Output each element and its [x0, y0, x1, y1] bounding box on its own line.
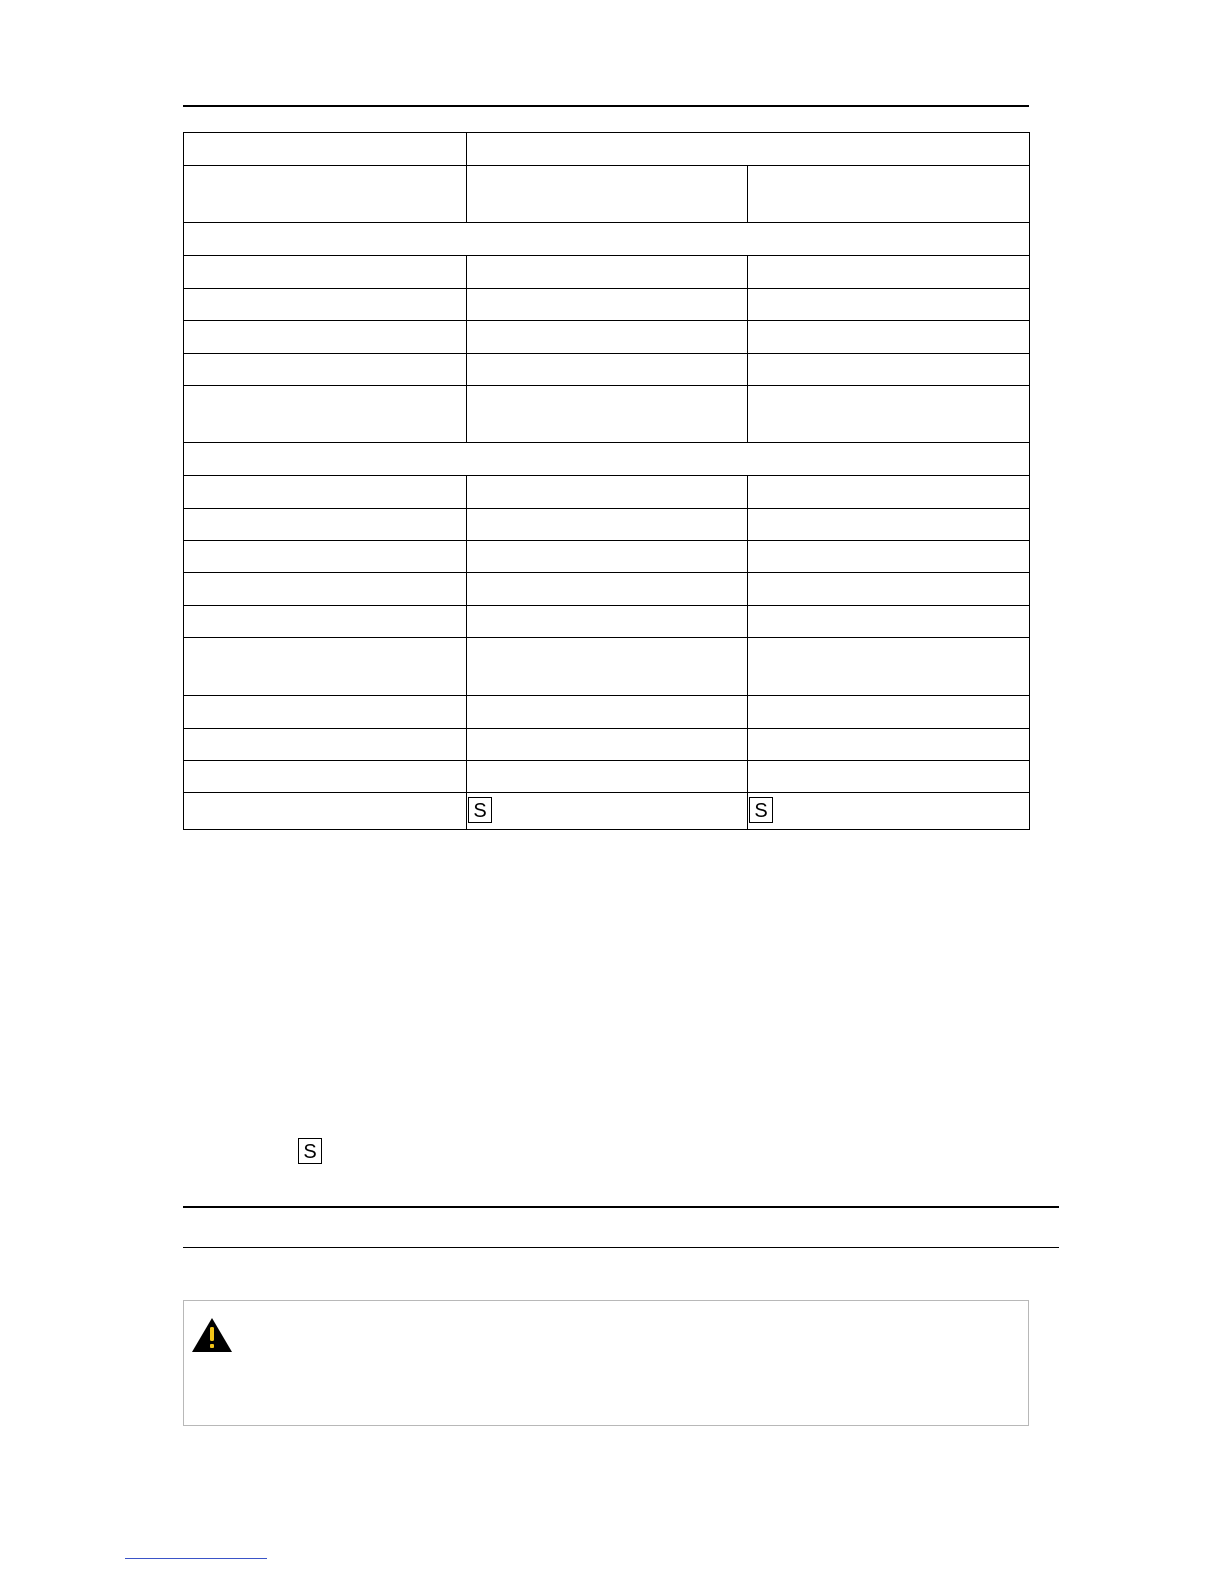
table-cell: [184, 443, 1030, 476]
table-row: [184, 729, 1030, 761]
table-cell: [748, 476, 1030, 509]
table-row: [184, 509, 1030, 541]
table-cell: [184, 321, 467, 354]
table-cell: [184, 223, 1030, 256]
table-cell: [184, 476, 467, 509]
spec-table: [183, 132, 1030, 830]
section-rule-top: [183, 1206, 1059, 1208]
table-cell: [748, 354, 1030, 386]
table-cell: [467, 166, 748, 223]
table-cell: [748, 321, 1030, 354]
table-cell: [467, 509, 748, 541]
table-cell: [184, 354, 467, 386]
table-cell: [467, 696, 748, 729]
table-header-row: [184, 133, 1030, 166]
table-cell: [467, 321, 748, 354]
section-rule-bottom: [183, 1247, 1059, 1248]
table-cell: [748, 541, 1030, 573]
table-row: [184, 761, 1030, 793]
table-cell: [184, 509, 467, 541]
footer-link-underline[interactable]: [125, 1558, 267, 1559]
table-cell: [748, 573, 1030, 606]
table-subheader-row: [184, 166, 1030, 223]
table-cell: [184, 696, 467, 729]
table-row: [184, 386, 1030, 443]
table-row: [184, 573, 1030, 606]
warning-triangle-icon: [191, 1317, 233, 1358]
top-rule: [183, 105, 1029, 107]
table-cell: [467, 354, 748, 386]
table-cell: [748, 793, 1030, 830]
table-row: [184, 321, 1030, 354]
table-cell: [467, 541, 748, 573]
table-cell: [184, 729, 467, 761]
table-cell: [748, 509, 1030, 541]
table-section-row: [184, 443, 1030, 476]
table-cell: [467, 761, 748, 793]
table-cell: [467, 476, 748, 509]
table-cell: [467, 256, 748, 289]
table-cell: [184, 606, 467, 638]
table-row: [184, 289, 1030, 321]
table-cell: [748, 761, 1030, 793]
table-cell: [467, 606, 748, 638]
table-cell: [748, 638, 1030, 696]
table-row-markers: [184, 793, 1030, 830]
s-marker-body: S: [298, 1138, 322, 1164]
warning-notice-box: [183, 1300, 1029, 1426]
table-row: [184, 476, 1030, 509]
table-cell: [467, 573, 748, 606]
table-cell: [184, 133, 467, 166]
table-cell: [748, 166, 1030, 223]
table-row: [184, 256, 1030, 289]
table-cell: [748, 606, 1030, 638]
table-cell: [467, 289, 748, 321]
s-marker: S: [468, 797, 492, 823]
table-cell: [184, 638, 467, 696]
table-cell: [184, 793, 467, 830]
table-row: [184, 638, 1030, 696]
table-cell: [748, 729, 1030, 761]
table-cell: [748, 696, 1030, 729]
table-row: [184, 606, 1030, 638]
table-cell: [184, 541, 467, 573]
table-cell: [184, 256, 467, 289]
table-cell: [184, 166, 467, 223]
s-marker: S: [749, 797, 773, 823]
table-cell: [467, 729, 748, 761]
table-section-row: [184, 223, 1030, 256]
table-cell: [467, 793, 748, 830]
table-cell: [184, 573, 467, 606]
table-cell: [467, 386, 748, 443]
table-cell: [184, 289, 467, 321]
table-cell: [184, 386, 467, 443]
table-cell: [467, 133, 1030, 166]
table-cell: [184, 761, 467, 793]
table-row: [184, 696, 1030, 729]
table-row: [184, 354, 1030, 386]
table-cell: [467, 638, 748, 696]
table-cell: [748, 289, 1030, 321]
table-cell: [748, 256, 1030, 289]
table-cell: [748, 386, 1030, 443]
table-row: [184, 541, 1030, 573]
